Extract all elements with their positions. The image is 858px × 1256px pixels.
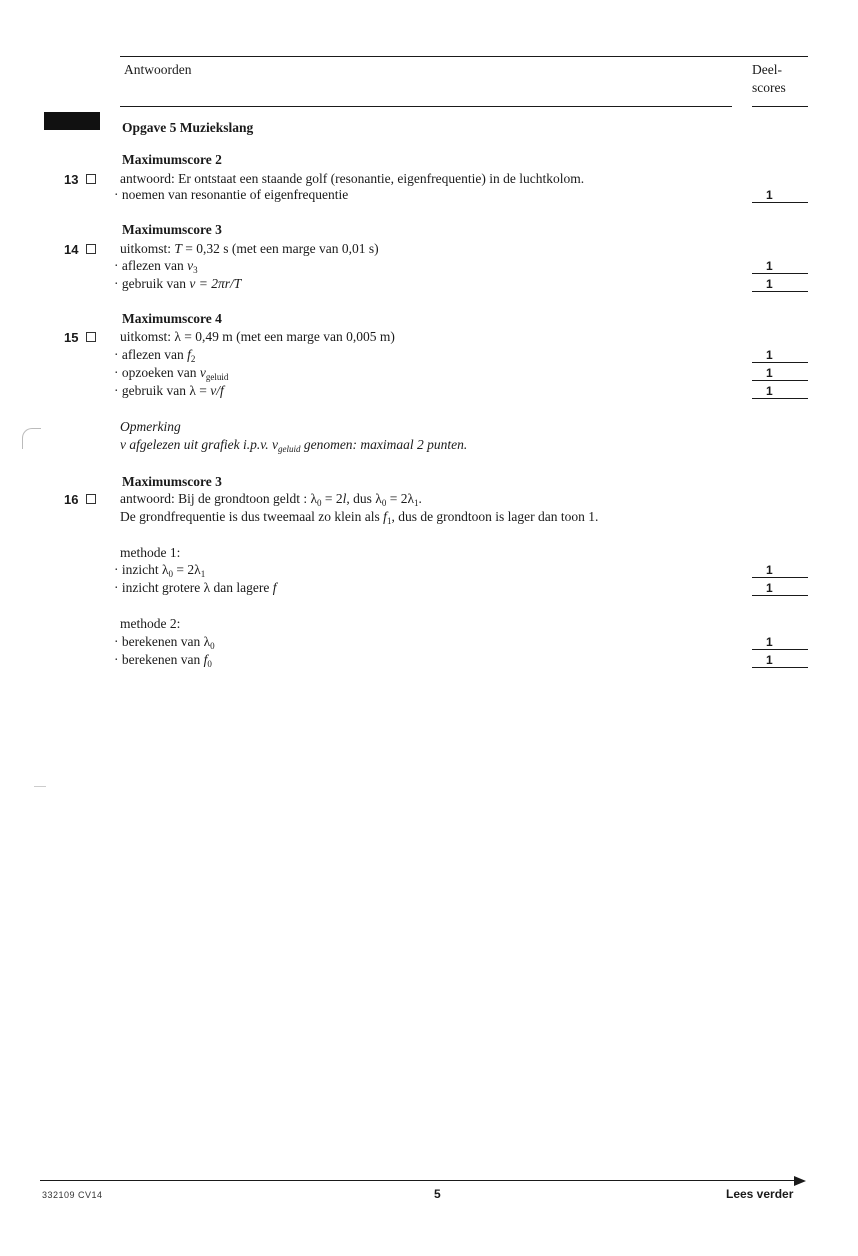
q14-maxscore: Maximumscore 3 (122, 222, 222, 237)
q14-checkbox[interactable] (86, 244, 96, 254)
q14-item1: · aflezen van $v_3$ (114, 258, 198, 275)
q14-item2: · gebruik van v = 2πr/T (114, 276, 242, 291)
q15-remark-title: Opmerking (120, 419, 181, 434)
q14-number: 14 (64, 242, 79, 257)
q13-maxscore: Maximumscore 2 (122, 152, 222, 167)
scan-mark-1 (22, 428, 41, 449)
q14-answer: uitkomst: T = 0,32 s (met een marge van 0,01 s) (120, 241, 379, 256)
q14-score1: 1 (752, 259, 808, 274)
q15-item3: · gebruik van λ = v/f (114, 383, 224, 398)
q13-score1: 1 (752, 188, 808, 203)
q15-score1: 1 (752, 348, 808, 363)
continue-label: Lees verder (726, 1187, 794, 1201)
q15-answer: uitkomst: λ = 0,49 m (met een marge van 0,005 m) (120, 329, 395, 344)
footer-rule (40, 1180, 796, 1181)
section-title: Opgave 5 Muziekslang (122, 120, 254, 135)
q16-method2-item2: · berekenen van $f_0$ (114, 652, 212, 669)
q15-score2: 1 (752, 366, 808, 381)
q15-score3: 1 (752, 384, 808, 399)
q15-number: 15 (64, 330, 79, 345)
q13-checkbox[interactable] (86, 174, 96, 184)
scores-header-line2: scores (752, 80, 786, 95)
page-number: 5 (434, 1187, 441, 1201)
q16-answer-line1: antwoord: Bij de grondtoon geldt : $\lambda_0 = 2l$, dus $\lambda_0 = 2\lambda_1$. (120, 491, 422, 508)
q16-method1-label: methode 1: (120, 545, 181, 560)
q13-answer: antwoord: Er ontstaat een staande golf (resonantie, eigenfrequentie) in de luchtkolom. (120, 171, 585, 186)
q16-score4: 1 (752, 653, 808, 668)
q16-score1: 1 (752, 563, 808, 578)
arrow-right-icon (794, 1176, 806, 1186)
section-marker-block (44, 112, 100, 130)
q16-method2-label: methode 2: (120, 616, 181, 631)
q15-item1: · aflezen van $f_2$ (114, 347, 196, 364)
q16-method1-item2: · inzicht grotere λ dan lagere f (114, 580, 277, 595)
q16-score2: 1 (752, 581, 808, 596)
q15-maxscore: Maximumscore 4 (122, 311, 222, 326)
scan-mark-2 (34, 786, 46, 787)
q16-method2-item1: · berekenen van $\lambda_0$ (114, 634, 215, 651)
q16-answer-line2: De grondfrequentie is dus tweemaal zo klein als $f_1$, dus de grondtoon is lager dan toon 1. (120, 509, 599, 526)
q16-score3: 1 (752, 635, 808, 650)
footer-code: 332109 CV14 (42, 1190, 103, 1200)
q16-checkbox[interactable] (86, 494, 96, 504)
q16-number: 16 (64, 492, 79, 507)
answers-header: Antwoorden (124, 62, 192, 77)
q15-checkbox[interactable] (86, 332, 96, 342)
q15-item2: · opzoeken van $v_{geluid}$ (114, 365, 229, 382)
scores-header-line1: Deel- (752, 62, 782, 77)
header-rule-scores (752, 106, 808, 107)
q16-method1-item1: · inzicht $\lambda_0 = 2\lambda_1$ (114, 562, 206, 579)
q13-number: 13 (64, 172, 79, 187)
top-rule (120, 56, 808, 57)
q13-item1: · noemen van resonantie of eigenfrequentie (114, 187, 349, 202)
q15-remark-text: v afgelezen uit grafiek i.p.v. $v_{geluid}$ genomen: maximaal 2 punten. (120, 437, 468, 454)
q14-score2: 1 (752, 277, 808, 292)
header-rule-main (120, 106, 732, 107)
q16-maxscore: Maximumscore 3 (122, 474, 222, 489)
